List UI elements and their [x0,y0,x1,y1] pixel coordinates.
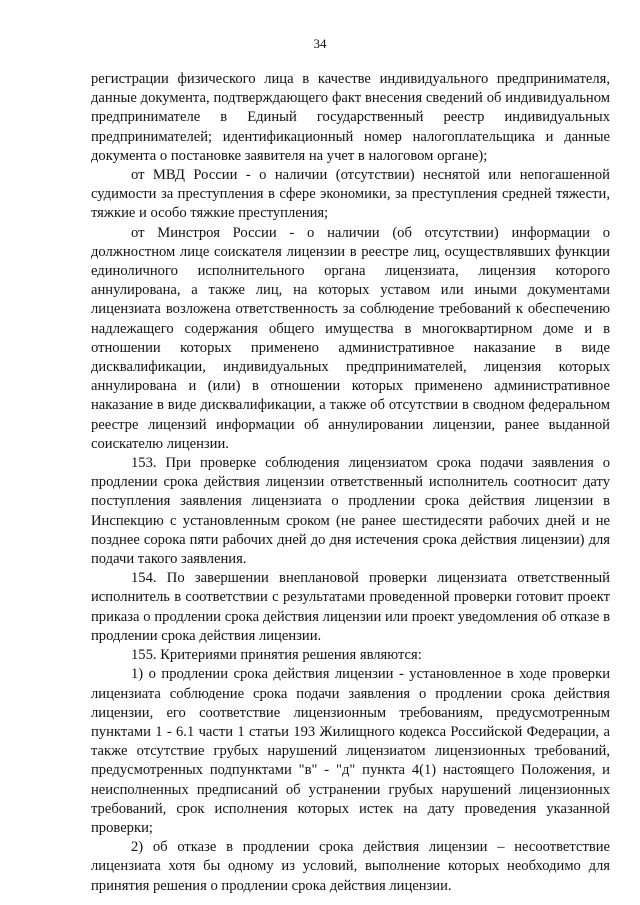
paragraph-criterion-2: 2) об отказе в продлении срока действия лицензии – несоответствие лицензиата хотя бы одному из условий, выполнение которых необходимо для принятия решения о продлении срока действия лицензии. [91,839,610,894]
paragraph-153: 153. При проверке соблюдения лицензиатом срока подачи заявления о продлении срока действия лицензии ответственный исполнитель соотносит дату поступления заявления лицензиата о продлении срока действия лицензии в Инспекцию с установленным сроком (не ранее шестидесяти рабочих дней и не позднее сорока пяти рабочих дней до дня истечения срока действия лицензии) для подачи такого заявления. [91,455,610,568]
paragraph-registration-data: регистрации физического лица в качестве индивидуального предпринимателя, данные документа, подтверждающего факт внесения сведений об индивидуальном предпринимателе в Единый государственный реестр индивидуальных предпринимателей; идентификационный номер налогоплательщика и данные документа о постановке заявителя на учет в налоговом органе); [91,71,610,164]
paragraph-criterion-1: 1) о продлении срока действия лицензии - установленное в ходе проверки лицензиата соблюдение срока подачи заявления о продлении срока действия лицензии, его соответствие лицензионным требованиям, предусмотренным пунктами 1 - 6.1 части 1 статьи 193 Жилищного кодекса Российской Федерации, а также отсутствие грубых нарушений лицензиатом лицензионных требований, предусмотренных подпунктами "в" - "д" пункта 4(1) настоящего Положения, и неисполненных предписаний об устранении грубых нарушений лицензионных требований, срок исполнения которых истек на дату проведения указанной проверки; [91,666,610,836]
paragraph-mvd: от МВД России - о наличии (отсутствии) неснятой или непогашенной судимости за преступления в сфере экономики, за преступления средней тяжести, тяжкие и особо тяжкие преступления; [91,167,610,222]
paragraph-155: 155. Критериями принятия решения являются: [131,647,422,664]
page-number: 34 [313,36,327,51]
paragraph-154: 154. По завершении внеплановой проверки лицензиата ответственный исполнитель в соответствии с результатами проведенной проверки готовит проект приказа о продлении срока действия лицензии или проект уведомления об отказе в продлении срока действия лицензии. [91,570,610,644]
document-body [91,70,610,896]
paragraph-minstroy: от Минстроя России - о наличии (об отсутствии) информации о должностном лице соискателя лицензии в реестре лиц, осуществлявших функции единоличного исполнительного органа лицензиата, лицензия которого аннулирована, а также лиц, на которых уставом или иными документами лицензиата возложена ответственность за соблюдение требований к обеспечению надлежащего содержания общего имущества в многоквартирном доме и в отношении которых применено административное наказание в виде дисквалификации, индивидуальных предпринимателей, лицензия которых аннулирована и (или) в отношении которых применено административное наказание в виде дисквалификации, а также об отсутствии в сводном федеральном реестре лицензий информации об аннулировании лицензии, ранее выданной соискателю лицензии. [91,224,610,452]
